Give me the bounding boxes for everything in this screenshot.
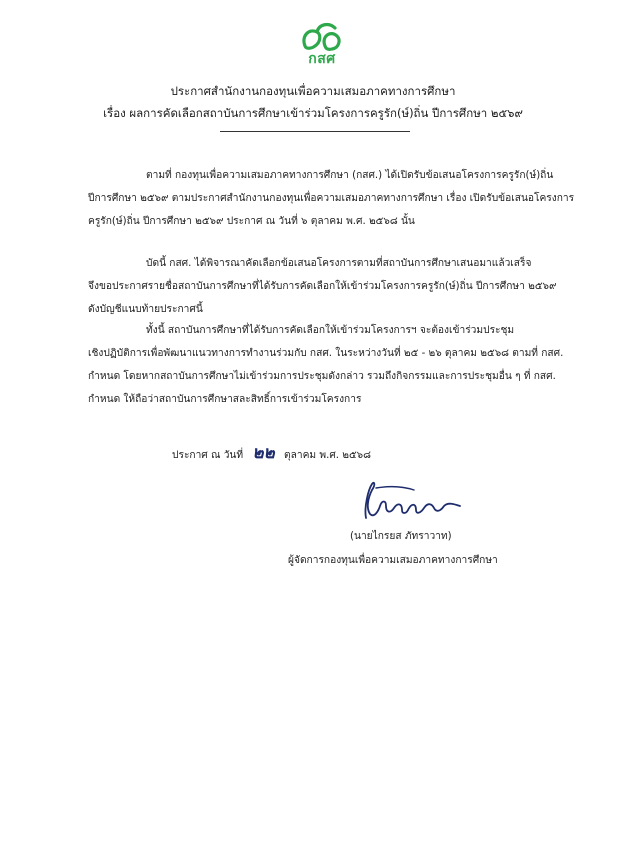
handwritten-day: ๒๒ (252, 443, 275, 463)
announcement-prefix: ประกาศ ณ วันที่ (172, 450, 244, 461)
logo-leaf-icon (299, 20, 345, 54)
announcement-suffix: ตุลาคม พ.ศ. ๒๕๖๘ (284, 450, 372, 461)
signer-title: ผู้จัดการกองทุนเพื่อความเสมอภาคทางการศึกษา (288, 555, 498, 566)
paragraph-line: จึงขอประกาศรายชื่อสถาบันการศึกษาที่ได้รับการคัดเลือกให้เข้าร่วมโครงการครูรัก(ษ์)ถิ่น ปีการศึกษา ๒๕๖๙ (88, 281, 557, 292)
paragraph-3 (88, 319, 566, 411)
paragraph-2 (88, 252, 566, 321)
document-header (40, 80, 586, 124)
handwritten-signature (358, 478, 468, 526)
logo-text: กสศ (308, 51, 336, 67)
header-subject: เรื่อง ผลการคัดเลือกสถาบันการศึกษาเข้าร่วมโครงการครูรัก(ษ์)ถิ่น ปีการศึกษา ๒๕๖๙ (103, 106, 523, 120)
paragraph-line: กำหนด โดยหากสถาบันการศึกษาไม่เข้าร่วมการประชุมดังกล่าว รวมถึงกิจกรรมและการประชุมอื่น ๆ ที่ กสศ. (88, 371, 556, 382)
paragraph-line: ทั้งนี้ สถาบันการศึกษาที่ได้รับการคัดเลือกให้เข้าร่วมโครงการฯ จะต้องเข้าร่วมประชุม (146, 325, 515, 336)
header-divider (220, 131, 410, 132)
paragraph-line: กำหนด ให้ถือว่าสถาบันการศึกษาสละสิทธิ์การเข้าร่วมโครงการ (88, 394, 362, 405)
header-title: ประกาศสำนักงานกองทุนเพื่อความเสมอภาคทางการศึกษา (170, 84, 456, 98)
signer-name: (นายไกรยส ภัทราวาท) (350, 531, 452, 542)
announcement-date (172, 439, 371, 466)
paragraph-line: ครูรัก(ษ์)ถิ่น ปีการศึกษา ๒๕๖๙ ประกาศ ณ วันที่ ๖ ตุลาคม พ.ศ. ๒๕๖๘ นั้น (88, 216, 415, 227)
eef-logo (292, 20, 352, 72)
paragraph-line: ดังบัญชีแนบท้ายประกาศนี้ (88, 304, 203, 315)
paragraph-line: เชิงปฏิบัติการเพื่อพัฒนาแนวทางการทำงานร่วมกับ กสศ. ในระหว่างวันที่ ๒๕ - ๒๖ ตุลาคม ๒๕๖๘ ตามที่ กสศ. (88, 348, 564, 359)
paragraph-line: บัดนี้ กสศ. ได้พิจารณาคัดเลือกข้อเสนอโครงการตามที่สถาบันการศึกษาเสนอมาแล้วเสร็จ (146, 258, 532, 269)
paragraph-1 (88, 164, 575, 233)
paragraph-line: ปีการศึกษา ๒๕๖๙ ตามประกาศสำนักงานกองทุนเพื่อความเสมอภาคทางการศึกษา เรื่อง เปิดรับข้อเสนอโครงการ (88, 193, 575, 204)
paragraph-line: ตามที่ กองทุนเพื่อความเสมอภาคทางการศึกษา (กสศ.) ได้เปิดรับข้อเสนอโครงการครูรัก(ษ์)ถิ่น (146, 170, 554, 181)
